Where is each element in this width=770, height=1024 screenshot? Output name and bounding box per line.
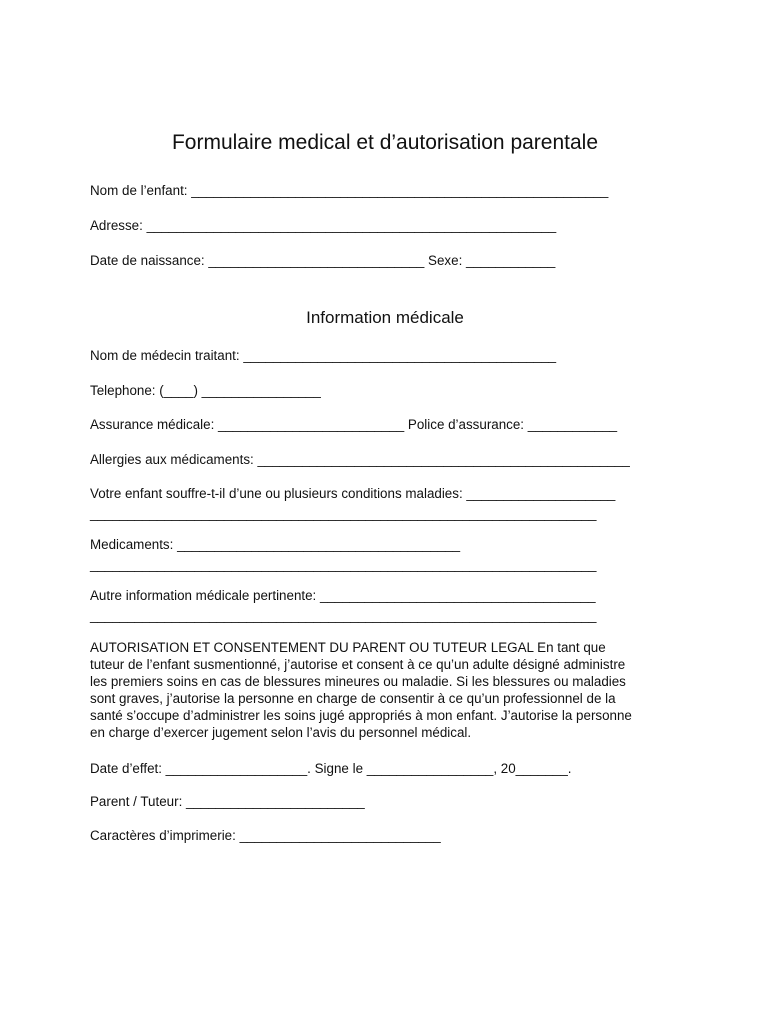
form-title: Formulaire medical et d’autorisation parentale — [171, 131, 599, 154]
medical-section-heading: Information médicale — [306, 308, 464, 327]
phone-field: Telephone: (____) ________________ — [90, 383, 321, 398]
authorization-line: santé s’occupe d’administrer les soins jugé appropriés à mon enfant. J’autorise la personne — [90, 708, 632, 723]
doctor-field: Nom de médecin traitant: __________________________________________ — [90, 348, 557, 363]
other-medical-info-field: Autre information médicale pertinente: _____________________________________ — [90, 588, 596, 603]
authorization-line: les premiers soins en cas de blessures mineures ou maladie. Si les blessures ou maladies — [90, 674, 626, 689]
medications-field: Medicaments: ______________________________________ — [90, 537, 461, 552]
address-field: Adresse: _______________________________________________________ — [90, 218, 557, 233]
conditions-field: Votre enfant souffre-t-il d’une ou plusieurs conditions maladies: ____________________ — [90, 486, 616, 501]
authorization-paragraph — [90, 639, 690, 741]
insurance-field: Assurance médicale: _________________________ Police d’assurance: ____________ — [90, 417, 618, 432]
conditions-continuation-line: ____________________________________________________________________ — [90, 506, 597, 521]
print-name-field: Caractères d’imprimerie: ___________________________ — [90, 828, 441, 843]
authorization-line: sont graves, j’autorise la personne en charge de consentir à ce qu’un professionnel de la — [90, 691, 616, 706]
child-name-field: Nom de l’enfant: ________________________________________________________ — [90, 183, 609, 198]
other-medical-info-continuation-line: ____________________________________________________________________ — [90, 608, 597, 623]
authorization-line: AUTORISATION ET CONSENTEMENT DU PARENT OU TUTEUR LEGAL En tant que — [90, 640, 606, 655]
birthdate-sex-field: Date de naissance: _____________________________ Sexe: ____________ — [90, 253, 556, 268]
effective-date-signature-field: Date d’effet: ___________________. Signe le _________________, 20_______. — [90, 761, 572, 776]
authorization-line: en charge d’exercer jugement selon l’avis du personnel médical. — [90, 725, 472, 740]
medications-continuation-line: ____________________________________________________________________ — [90, 557, 597, 572]
parent-guardian-field: Parent / Tuteur: ________________________ — [90, 794, 365, 809]
authorization-line: tuteur de l’enfant susmentionné, j’autorise et consent à ce qu’un adulte désigné administre — [90, 657, 626, 672]
allergies-field: Allergies aux médicaments: __________________________________________________ — [90, 452, 630, 467]
